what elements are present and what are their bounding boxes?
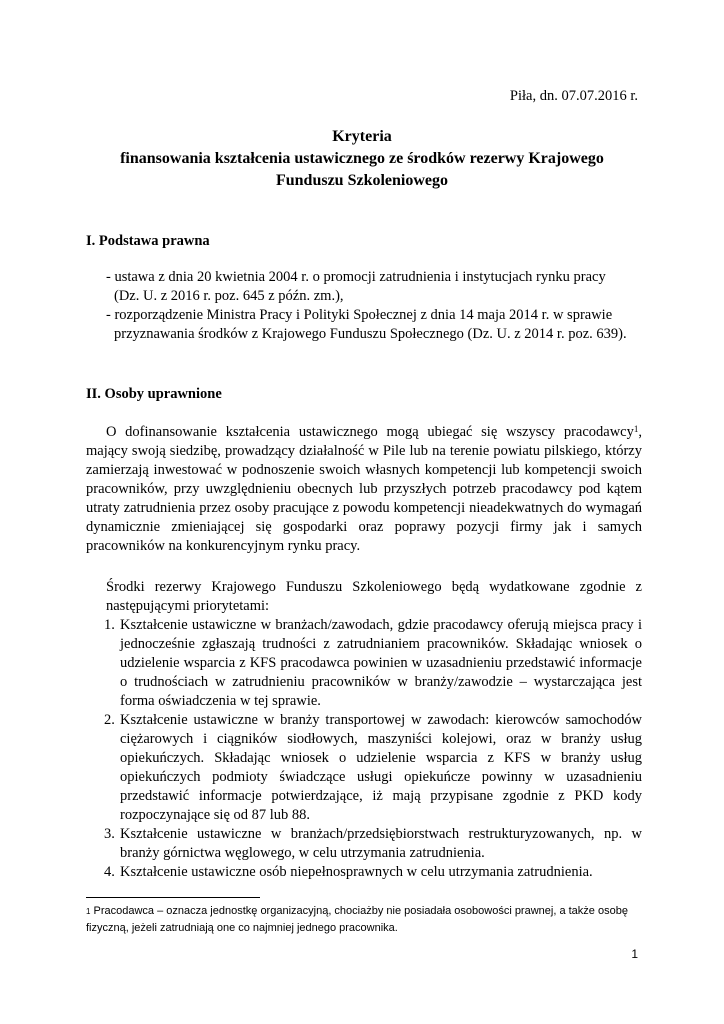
section-heading-legal-basis: I. Podstawa prawna xyxy=(86,233,210,249)
footnote-reference: 1 xyxy=(633,424,639,434)
page-number: 1 xyxy=(631,947,638,961)
section-heading-eligible: II. Osoby uprawnione xyxy=(86,386,222,402)
list-item-number: 4. xyxy=(104,864,115,880)
document-date: Piła, dn. 07.07.2016 r. xyxy=(509,88,638,104)
footnote-separator xyxy=(86,897,260,898)
list-item-text: Kształcenie ustawiczne w branżach/zawodach, gdzie pracodawcy oferują miejsca pracy i jednocześnie zgłaszają trudności z zatrudnianiem pracowników. Składając wniosek o udzielenie wsparcia z KFS pracodawca powinien w uzasadnieniu przedstawić informacje o trudnościach w zatrudnieniu pracowników w branży/zawodzie – wystarczająca jest forma oświadczenia w tej sprawie. xyxy=(120,617,642,709)
paragraph-text: O dofinansowanie kształcenia ustawicznego mogą ubiegać się wszyscy pracodawcy xyxy=(106,424,634,440)
footnote-mark: 1 xyxy=(86,907,91,916)
list-item-number: 1. xyxy=(104,617,115,633)
list-item-text: Kształcenie ustawiczne osób niepełnosprawnych w celu utrzymania zatrudnienia. xyxy=(120,864,593,880)
priorities-list xyxy=(86,616,642,882)
document-title xyxy=(60,126,664,192)
title-line-1: Kryteria xyxy=(332,128,392,145)
list-item xyxy=(86,825,642,863)
priorities-intro: Środki rezerwy Krajowego Funduszu Szkoleniowego będą wydatkowane zgodnie z następującymi priorytetami: xyxy=(106,579,642,614)
list-item-number: 2. xyxy=(104,712,115,728)
eligibility-paragraph xyxy=(86,423,642,556)
list-item-text: Kształcenie ustawiczne w branżach/przedsiębiorstwach restrukturyzowanych, np. w branży górnictwa węglowego, w celu utrzymania zatrudnienia. xyxy=(120,826,642,861)
title-line-3: Funduszu Szkoleniowego xyxy=(275,172,449,189)
list-item-text: Kształcenie ustawiczne w branży transportowej w zawodach: kierowców samochodów ciężarowych i ciągników siodłowych, maszyniści kolejowi, oraz w branży usług opiekuńczych. Składając wniosek o udzielenie wsparcia z KFS w branży usług opiekuńczych podmioty świadczące usługi opiekuńcze powinny w uzasadnieniu przedstawić informacje potwierdzające, iż mają przypisane zgodnie z PKD kody rozpoczynające się od 87 lub 88. xyxy=(120,712,642,823)
legal-basis-line: - ustawa z dnia 20 kwietnia 2004 r. o promocji zatrudnienia i instytucjach rynku pracy xyxy=(106,269,606,285)
legal-basis-list xyxy=(106,268,651,344)
list-item xyxy=(86,711,642,825)
list-item-number: 3. xyxy=(104,826,115,842)
legal-basis-line: (Dz. U. z 2016 r. poz. 645 z późn. zm.), xyxy=(114,288,344,304)
legal-basis-line: - rozporządzenie Ministra Pracy i Polityki Społecznej z dnia 14 maja 2014 r. w sprawie xyxy=(106,307,613,323)
title-line-2: finansowania kształcenia ustawicznego ze środków rezerwy Krajowego xyxy=(120,150,604,167)
footnote xyxy=(86,903,646,937)
paragraph-text: , mający swoją siedzibę, prowadzący działalność w Pile lub na terenie powiatu pilskiego, którzy zamierzają inwestować w podnoszenie swoich własnych kompetencji lub kompetencji swoich pracowników, przy uwzględnieniu obecnych lub przyszłych potrzeb pracodawcy pod kątem utraty zatrudnienia przez osoby pracujące z powodu kompetencji nieadekwatnych do wymagań dynamicznie zmieniającej się gospodarki oraz poprawy pozycji firmy jak i samych pracowników na konkurencyjnym rynku pracy. xyxy=(86,424,642,554)
list-item xyxy=(86,616,642,711)
list-item xyxy=(86,863,642,882)
footnote-text: Pracodawca – oznacza jednostkę organizacyjną, chociażby nie posiadała osobowości prawnej, a także osobę fizyczną, jeżeli zatrudniają one co najmniej jednego pracownika. xyxy=(86,905,628,934)
legal-basis-line: przyznawania środków z Krajowego Funduszu Społecznego (Dz. U. z 2014 r. poz. 639). xyxy=(114,326,627,342)
